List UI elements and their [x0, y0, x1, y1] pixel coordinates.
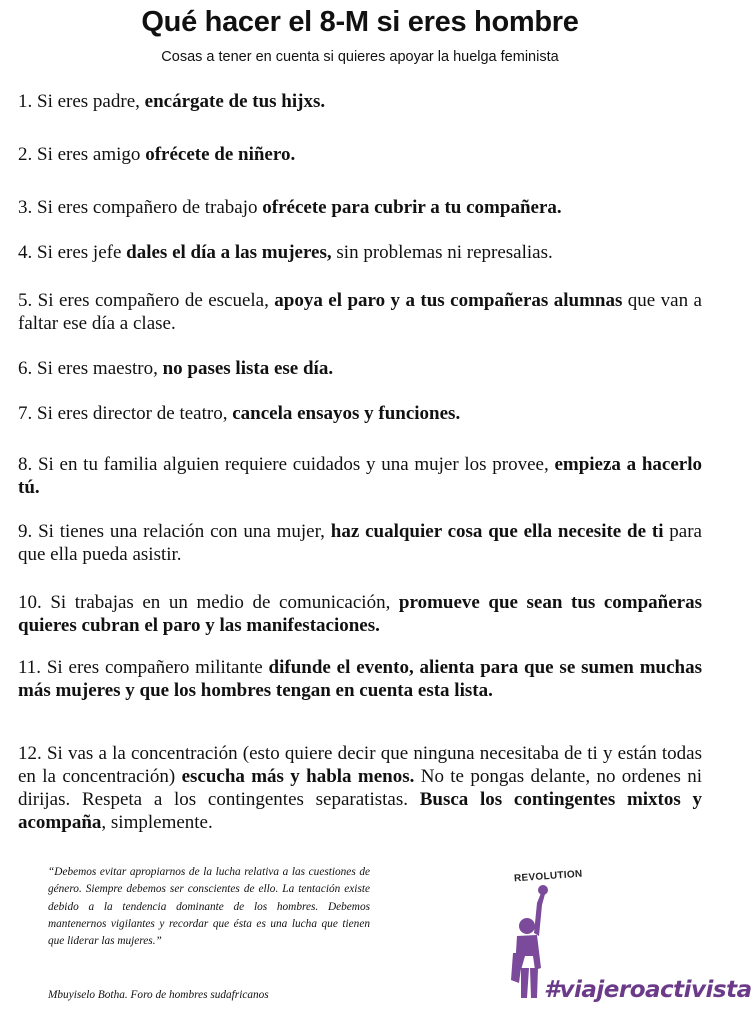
page-subtitle: Cosas a tener en cuenta si quieres apoyar la huelga feminista [161, 49, 559, 65]
emphasis-text: ofrécete de niñero. [145, 144, 296, 165]
list-item [18, 196, 702, 219]
emphasis-text: dales el día a las mujeres, [126, 242, 332, 263]
list-item [18, 241, 702, 264]
emphasis-text: Busca los contingentes mixtos y acompaña [18, 789, 702, 833]
emphasis-text: empieza a hacerlo tú. [18, 454, 702, 498]
body-text: 6. Si eres maestro, [18, 358, 163, 379]
body-text: que van a faltar ese día a clase. [18, 290, 702, 334]
list-item [18, 289, 702, 335]
quote-text: “Debemos evitar apropiarnos de la lucha relativa a las cuestiones de género. Siempre debemos ser conscientes de ello. La tentación existe debido a la tendencia dominante de los hombres. Debemos mantenernos vigilantes y recordar que ésta es una lucha que tienen que liderar las mujeres.” [48, 866, 370, 948]
page-title: Qué hacer el 8-M si eres hombre [141, 6, 579, 38]
body-text: sin problemas ni represalias. [331, 242, 553, 263]
hashtag: #viajeroactivista [544, 977, 752, 1003]
body-text: 12. Si vas a la concentración (esto quiere decir que ninguna necesitaba de ti y están todas en la concentración) [18, 743, 702, 787]
emphasis-text: difunde el evento, alienta para que se sumen muchas más mujeres y que los hombres tengan en cuenta esta lista. [18, 657, 702, 701]
emphasis-text: encárgate de tus hijxs. [144, 91, 326, 112]
body-text: 10. Si trabajas en un medio de comunicación, [18, 592, 399, 613]
body-text: 1. Si eres padre, [18, 91, 145, 112]
body-text: 4. Si eres jefe [18, 242, 127, 263]
list-item [18, 453, 702, 499]
list-item [18, 591, 702, 637]
body-text: 5. Si eres compañero de escuela, [18, 290, 275, 311]
body-text: 9. Si tienes una relación con una mujer, [18, 521, 331, 542]
logo-label: REVOLUTION [513, 868, 583, 885]
body-text: 7. Si eres director de teatro, [18, 403, 233, 424]
body-text: No te pongas delante, no ordenes ni dirijas. Respeta a los contingentes separatistas. [18, 766, 703, 810]
body-text: , simplemente. [101, 812, 213, 833]
emphasis-text: apoya el paro y a tus compañeras alumnas [274, 290, 623, 311]
body-text: 8. Si en tu familia alguien requiere cuidados y una mujer los provee, [18, 454, 555, 475]
body-text: para que ella pueda asistir. [18, 521, 702, 565]
quote-author: Mbuyiselo Botha. Foro de hombres sudafricanos [48, 989, 269, 1001]
emphasis-text: promueve que sean tus compañeras quieres cubran el paro y las manifestaciones. [18, 592, 702, 636]
list-item [18, 357, 702, 380]
emphasis-text: no pases lista ese día. [162, 358, 334, 379]
body-text: 2. Si eres amigo [18, 144, 146, 165]
emphasis-text: haz cualquier cosa que ella necesite de ti [330, 521, 664, 542]
list-item [18, 742, 702, 834]
body-text: 11. Si eres compañero militante [18, 657, 269, 678]
list-item [18, 402, 702, 425]
list-item [18, 143, 702, 166]
emphasis-text: cancela ensayos y funciones. [232, 403, 461, 424]
emphasis-text: escucha más y habla menos. [181, 766, 415, 787]
list-item [18, 656, 702, 702]
list-item [18, 90, 702, 113]
emphasis-text: ofrécete para cubrir a tu compañera. [262, 197, 562, 218]
list-item [18, 520, 702, 566]
body-text: 3. Si eres compañero de trabajo [18, 197, 263, 218]
